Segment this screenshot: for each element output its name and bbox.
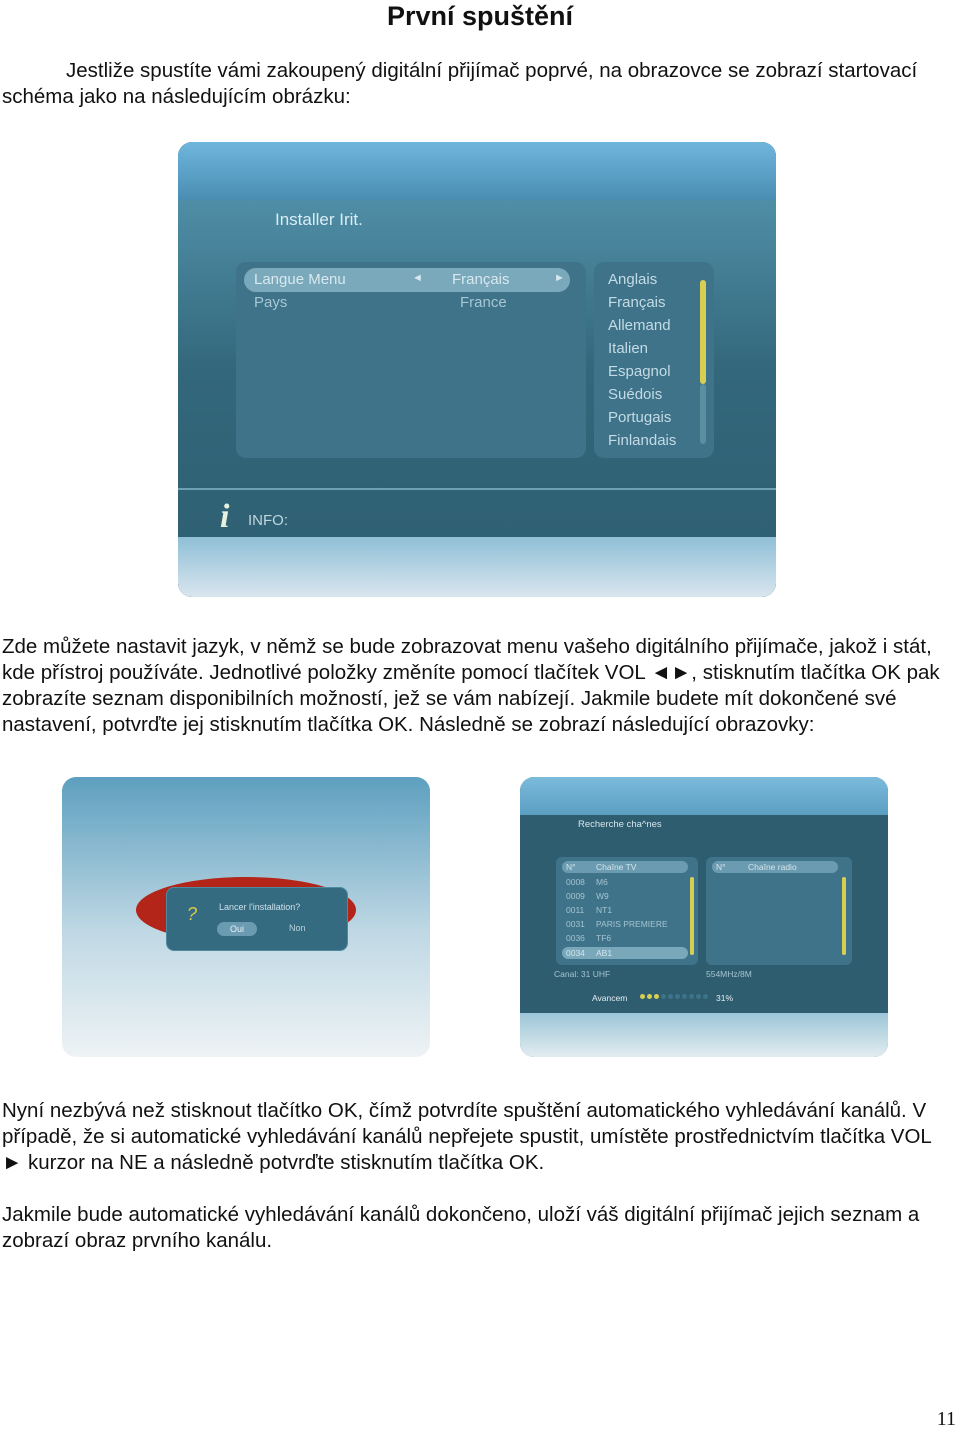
screen-header-band [178, 142, 776, 200]
menu-language-value: Français [452, 271, 510, 288]
tv-list-scrollbar[interactable] [690, 877, 694, 955]
no-button[interactable]: Non [289, 923, 306, 933]
arrow-left-icon[interactable]: ◄ [412, 272, 423, 284]
progress-dots [640, 994, 722, 1000]
launch-dialog [166, 887, 348, 951]
language-option[interactable]: Espagnol [608, 363, 671, 380]
radio-col-number: N° [716, 862, 726, 872]
channel-name[interactable]: W9 [596, 891, 609, 901]
page-title: První spuštění [386, 1, 574, 31]
tv-col-number: N° [566, 862, 576, 872]
screen-footer-band [178, 537, 776, 597]
launch-question: Lancer l'installation? [219, 902, 301, 912]
channel-name[interactable]: TF6 [596, 933, 612, 943]
tv-col-name: Chaîne TV [596, 862, 637, 872]
progress-dot [654, 994, 659, 999]
page-number: 11 [936, 1408, 956, 1430]
progress-dot [647, 994, 652, 999]
language-option[interactable]: Français [608, 294, 666, 311]
progress-percent: 31% [716, 993, 734, 1003]
list-scrollbar-track[interactable] [700, 384, 706, 444]
done-paragraph: Jakmile bude automatické vyhledávání kanálů dokončeno, uloží váš digitální přijímač jejich seznam a zobrazí obraz prvního kanálu. [2, 1203, 920, 1252]
channel-number: 0031 [566, 919, 585, 929]
country-label: Pays [254, 294, 288, 311]
language-option[interactable]: Allemand [608, 317, 671, 334]
channel-number: 0036 [566, 933, 585, 943]
setup-paragraph: Zde můžete nastavit jazyk, v němž se bude zobrazovat menu vašeho digitálního přijímače, jakož i stát, kde přístroj používáte. Jednotlivé položky změníte pomocí tlačítek VOL ◄►, stisknutím tlačítka OK pak zobrazíte seznam disponibilních možností, jež se vám nabízejí. Jakmile budete mít dokončené své nastavení, potvrďte jej stisknutím tlačítka OK. Následně se zobrazí následující obrazovky: [2, 635, 940, 736]
progress-dot [682, 994, 687, 999]
progress-dot [675, 994, 680, 999]
progress-dot [668, 994, 673, 999]
progress-dot [661, 994, 666, 999]
progress-dot [689, 994, 694, 999]
channel-number: 0011 [566, 905, 585, 915]
question-icon: ? [187, 904, 198, 924]
yes-button[interactable]: Oui [217, 922, 257, 936]
language-option[interactable]: Anglais [608, 271, 658, 288]
info-label: INFO: [248, 512, 288, 529]
info-divider [178, 488, 776, 490]
list-scrollbar-thumb[interactable] [700, 280, 706, 384]
channel-number: 0008 [566, 877, 585, 887]
radio-channel-panel [706, 857, 852, 965]
channel-number: 0034 [566, 948, 585, 958]
progress-dot [696, 994, 701, 999]
info-icon: i [220, 498, 230, 535]
intro-paragraph: Jestliže spustíte vámi zakoupený digitální přijímač poprvé, na obrazovce se zobrazí startovací schéma jako na následujícím obrázku: [2, 59, 918, 108]
channel-name[interactable]: PARIS PREMIERE [596, 919, 668, 929]
language-list-panel [594, 262, 714, 458]
country-value[interactable]: France [460, 294, 507, 311]
channel-name[interactable]: M6 [596, 877, 608, 887]
menu-language-label: Langue Menu [254, 271, 346, 288]
installer-title: Installer Irit. [275, 210, 363, 229]
channel-name[interactable]: NT1 [596, 905, 613, 915]
language-option[interactable]: Finlandais [608, 432, 677, 449]
language-option[interactable]: Italien [608, 340, 649, 357]
frequency-readout: 554MHz/8M [706, 969, 752, 979]
language-option[interactable]: Suédois [608, 386, 663, 403]
channel-number: 0009 [566, 891, 585, 901]
search-title: Recherche cha^nes [578, 819, 662, 830]
launch-dialog-screenshot [62, 777, 430, 1057]
language-option[interactable]: Portugais [608, 409, 672, 426]
progress-dot [640, 994, 645, 999]
confirm-paragraph: Nyní nezbývá než stisknout tlačítko OK, čímž potvrdíte spuštění automatického vyhledávání kanálů. V případě, že si automatické vyhledávání kanálů nepřejete spustit, umístěte prostřednictvím tlačítka VOL ► kurzor na NE a následně potvrďte stisknutím tlačítka OK. [2, 1099, 932, 1174]
radio-col-name: Chaîne radio [748, 862, 797, 872]
installer-screenshot [178, 142, 776, 597]
screen-header-band [520, 777, 888, 815]
arrow-right-icon[interactable]: ► [554, 272, 565, 284]
channel-name[interactable]: AB1 [596, 948, 613, 958]
progress-label: Avancem [592, 993, 628, 1003]
channel-search-screenshot [520, 777, 888, 1057]
radio-list-scrollbar[interactable] [842, 877, 846, 955]
progress-dot [703, 994, 708, 999]
canal-readout: Canal: 31 UHF [554, 969, 611, 979]
screen-footer-band [520, 1013, 888, 1057]
